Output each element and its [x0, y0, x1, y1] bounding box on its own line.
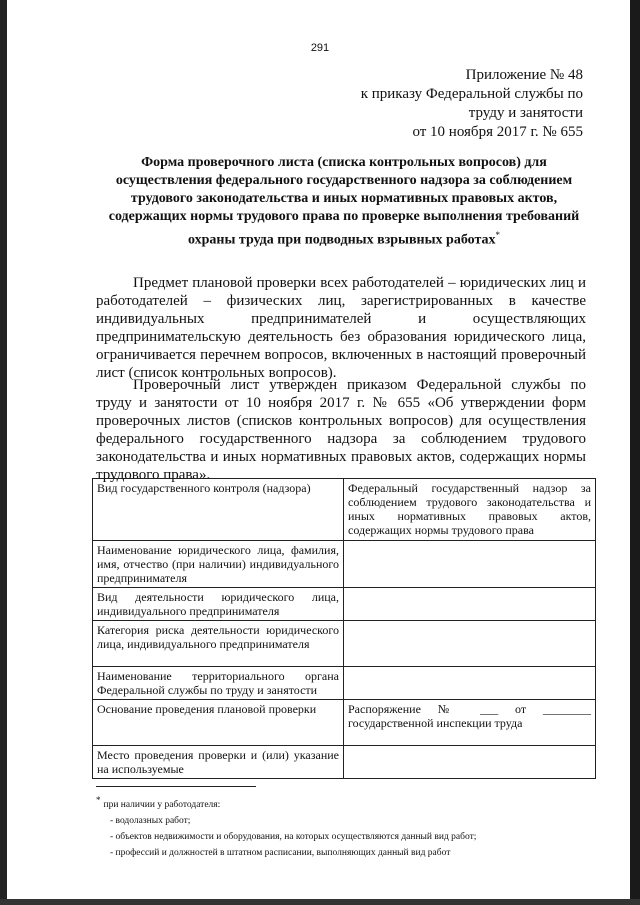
table-cell-value: Федеральный государственный надзор за соблюдением трудового законодательства и иных нормативных правовых актов, содержащих нормы трудового права — [344, 479, 596, 541]
footnote-item: - профессий и должностей в штатном расписании, выполняющих данный вид работ — [110, 848, 451, 859]
appendix-line-2: к приказу Федеральной службы по — [360, 86, 583, 102]
paragraph-1: Предмет плановой проверки всех работодателей – юридических лиц и работодателей – физических лиц, зарегистрированных в качестве индивидуальных предпринимателей и осуществляющих предпринимательскую деятельность без образования юридического лица, ограничивается перечнем вопросов, включенных в настоящий проверочный лист (список контрольных вопросов). — [96, 275, 586, 381]
footnote-item: - объектов недвижимости и оборудования, на которых осуществляются данный вид работ; — [110, 832, 477, 843]
document-title — [100, 154, 588, 250]
footnote-intro-text: при наличии у работодателя: — [103, 800, 221, 811]
table-row — [93, 700, 596, 746]
table-row — [93, 621, 596, 667]
appendix-line-1: Приложение № 48 — [465, 67, 583, 83]
appendix-header — [361, 66, 583, 142]
table-row — [93, 667, 596, 700]
appendix-line-4: от 10 ноября 2017 г. № 655 — [412, 124, 583, 140]
footnotes — [96, 792, 576, 861]
document-title-text: Форма проверочного листа (списка контрольных вопросов) для осуществления федерального государственного надзора за соблюдением трудового законодательства и иных нормативных правовых актов, содержащих нормы трудового права по проверке выполнения требований охраны труда при подводных взрывных работах — [108, 155, 580, 248]
table-row — [93, 588, 596, 621]
table-cell-label: Основание проведения плановой проверки — [93, 700, 344, 746]
paragraph-2: Проверочный лист утвержден приказом Федеральной службы по труду и занятости от 10 ноября 2017 г. № 655 «Об утверждении форм проверочных листов (списков контрольных вопросов) для осуществления федерального государственного надзора за соблюдением трудового законодательства и иных нормативных правовых актов, содержащих нормы трудового права». — [96, 377, 586, 483]
scan-edge-left — [0, 0, 7, 905]
table-cell-value — [344, 541, 596, 588]
footnote-intro — [96, 792, 576, 813]
table-cell-label: Вид деятельности юридического лица, индивидуального предпринимателя — [93, 588, 344, 621]
table-cell-value — [344, 667, 596, 700]
table-cell-value — [344, 621, 596, 667]
table-cell-label: Наименование территориального органа Федеральной службы по труду и занятости — [93, 667, 344, 700]
footnote-item: - водолазных работ; — [110, 816, 191, 827]
table-row — [93, 541, 596, 588]
appendix-line-3: труду и занятости — [468, 105, 583, 121]
table-row — [93, 746, 596, 779]
table-cell-label: Наименование юридического лица, фамилия, имя, отчество (при наличии) индивидуального предпринимателя — [93, 541, 344, 588]
table-cell-label: Вид государственного контроля (надзора) — [93, 479, 344, 541]
table-cell-label: Категория риска деятельности юридического лица, индивидуального предпринимателя — [93, 621, 344, 667]
page-number: 291 — [310, 42, 330, 54]
table-cell-value: Распоряжение № ___ от ________ государственной инспекции труда — [344, 700, 596, 746]
scan-edge-bottom — [0, 899, 640, 905]
inspection-form-table — [92, 478, 596, 779]
table-row — [93, 479, 596, 541]
scan-edge-right — [630, 0, 640, 905]
title-footnote-mark: * — [495, 230, 500, 240]
footnote-divider — [96, 786, 256, 787]
table-cell-value — [344, 746, 596, 779]
table-cell-value — [344, 588, 596, 621]
footnote-mark: * — [96, 795, 101, 805]
table-cell-label: Место проведения проверки и (или) указание на используемые — [93, 746, 344, 779]
